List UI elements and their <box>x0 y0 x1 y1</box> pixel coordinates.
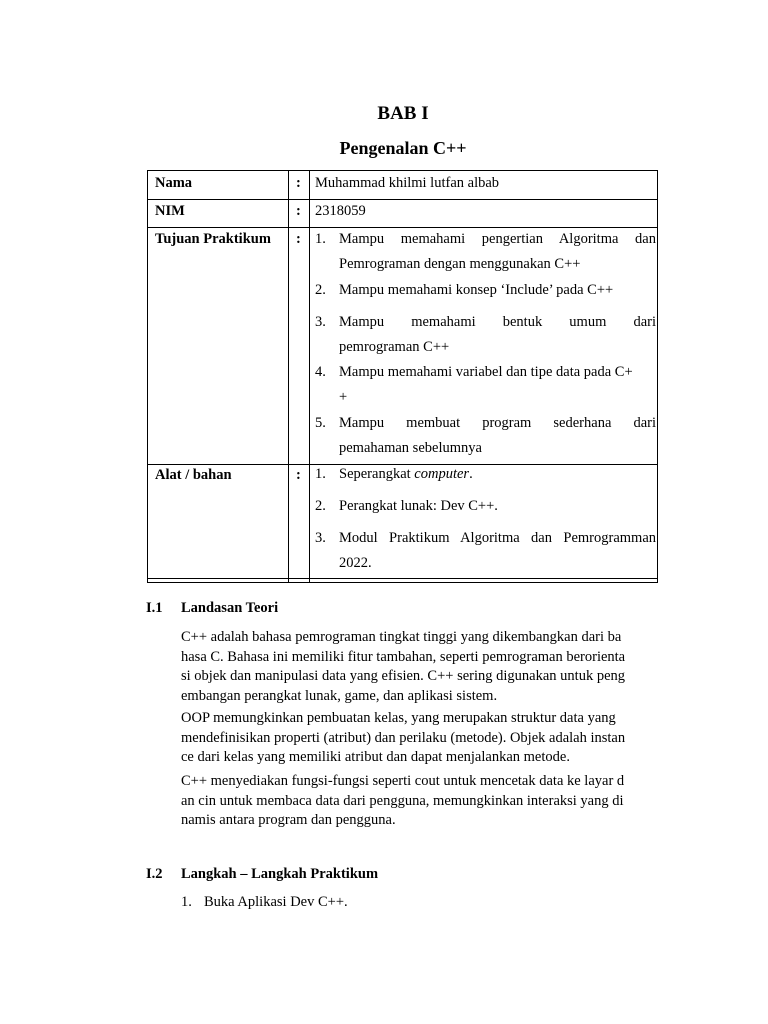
paragraph-line: OOP memungkinkan pembuatan kelas, yang merupakan struktur data yang <box>181 710 616 726</box>
paragraph <box>181 709 659 768</box>
list-item-text: + <box>339 389 348 405</box>
table-divider-horizontal <box>148 578 657 579</box>
list-item-number: 2. <box>315 498 326 514</box>
list-item-text: Mampu memahami bentuk umum dari <box>339 314 656 330</box>
list-item-text: Mampu memahami pengertian Algoritma dan <box>339 231 656 247</box>
list-item-number: 1. <box>315 231 326 247</box>
list-item-number: 4. <box>315 364 326 380</box>
section-title: Landasan Teori <box>181 600 279 616</box>
list-item-number: 3. <box>315 314 326 330</box>
section-title: Langkah – Langkah Praktikum <box>181 866 379 882</box>
chapter-subtitle: Pengenalan C++ <box>339 138 467 158</box>
paragraph-line: C++ menyediakan fungsi-fungsi seperti cout untuk mencetak data ke layar d <box>181 773 625 789</box>
list-item-text-end: . <box>469 466 473 482</box>
label-nim: NIM <box>155 203 185 219</box>
paragraph <box>181 628 659 706</box>
list-item-text-italic: computer <box>414 466 470 482</box>
label-tujuan: Tujuan Praktikum <box>155 231 271 247</box>
list-item-text: Perangkat lunak: Dev C++. <box>339 498 498 514</box>
list-item-text: Mampu membuat program sederhana dari <box>339 415 656 431</box>
step-text: Buka Aplikasi Dev C++. <box>204 894 348 910</box>
list-item-number: 2. <box>315 282 326 298</box>
section-number: I.1 <box>146 600 163 616</box>
label-nama: Nama <box>155 175 193 191</box>
list-item-text <box>339 462 656 487</box>
paragraph <box>181 772 659 831</box>
paragraph-line: hasa C. Bahasa ini memiliki fitur tambahan, seperti pemrograman berorienta <box>181 648 626 665</box>
label-alat: Alat / bahan <box>155 467 232 483</box>
paragraph-line: ce dari kelas yang memiliki atribut dan dapat menjalankan metode. <box>181 749 570 765</box>
table-divider-horizontal <box>148 199 657 200</box>
paragraph-line: C++ adalah bahasa pemrograman tingkat tinggi yang dikembangkan dari ba <box>181 629 622 645</box>
list-item-number: 3. <box>315 530 326 546</box>
table-divider-vertical <box>309 171 310 582</box>
colon: : <box>296 467 301 483</box>
list-item-number: 5. <box>315 415 326 431</box>
table-divider-vertical <box>288 171 289 582</box>
info-table <box>147 170 658 583</box>
paragraph-line: an cin untuk membaca data dari pengguna, memungkinkan interaksi yang di <box>181 792 624 809</box>
colon: : <box>296 203 301 219</box>
chapter-heading: BAB I <box>377 103 429 124</box>
paragraph-line: embangan perangkat lunak, game, dan aplikasi sistem. <box>181 687 498 704</box>
colon: : <box>296 175 301 191</box>
list-item-text-plain: Seperangkat <box>339 466 415 482</box>
list-item-text: Mampu memahami konsep ‘Include’ pada C++ <box>339 282 614 298</box>
list-item-text: pemrograman C++ <box>339 339 450 355</box>
value-nama: Muhammad khilmi lutfan albab <box>315 175 500 191</box>
step-number: 1. <box>181 894 192 910</box>
list-item-text: Modul Praktikum Algoritma dan Pemrogramman <box>339 530 656 546</box>
paragraph-line: si objek dan manipulasi data yang efisien. C++ sering digunakan untuk peng <box>181 668 626 684</box>
list-item-text: 2022. <box>339 555 372 571</box>
list-item-text: pemahaman sebelumnya <box>339 440 482 456</box>
value-nim: 2318059 <box>315 203 366 219</box>
list-item-text: Mampu memahami variabel dan tipe data pada C+ <box>339 364 633 380</box>
paragraph-line: mendefinisikan properti (atribut) dan perilaku (metode). Objek adalah instan <box>181 729 626 746</box>
list-item-number: 1. <box>315 466 326 482</box>
section-number: I.2 <box>146 866 163 882</box>
paragraph-line: namis antara program dan pengguna. <box>181 812 396 828</box>
list-item-text: Pemrograman dengan menggunakan C++ <box>339 256 581 272</box>
colon: : <box>296 231 301 247</box>
